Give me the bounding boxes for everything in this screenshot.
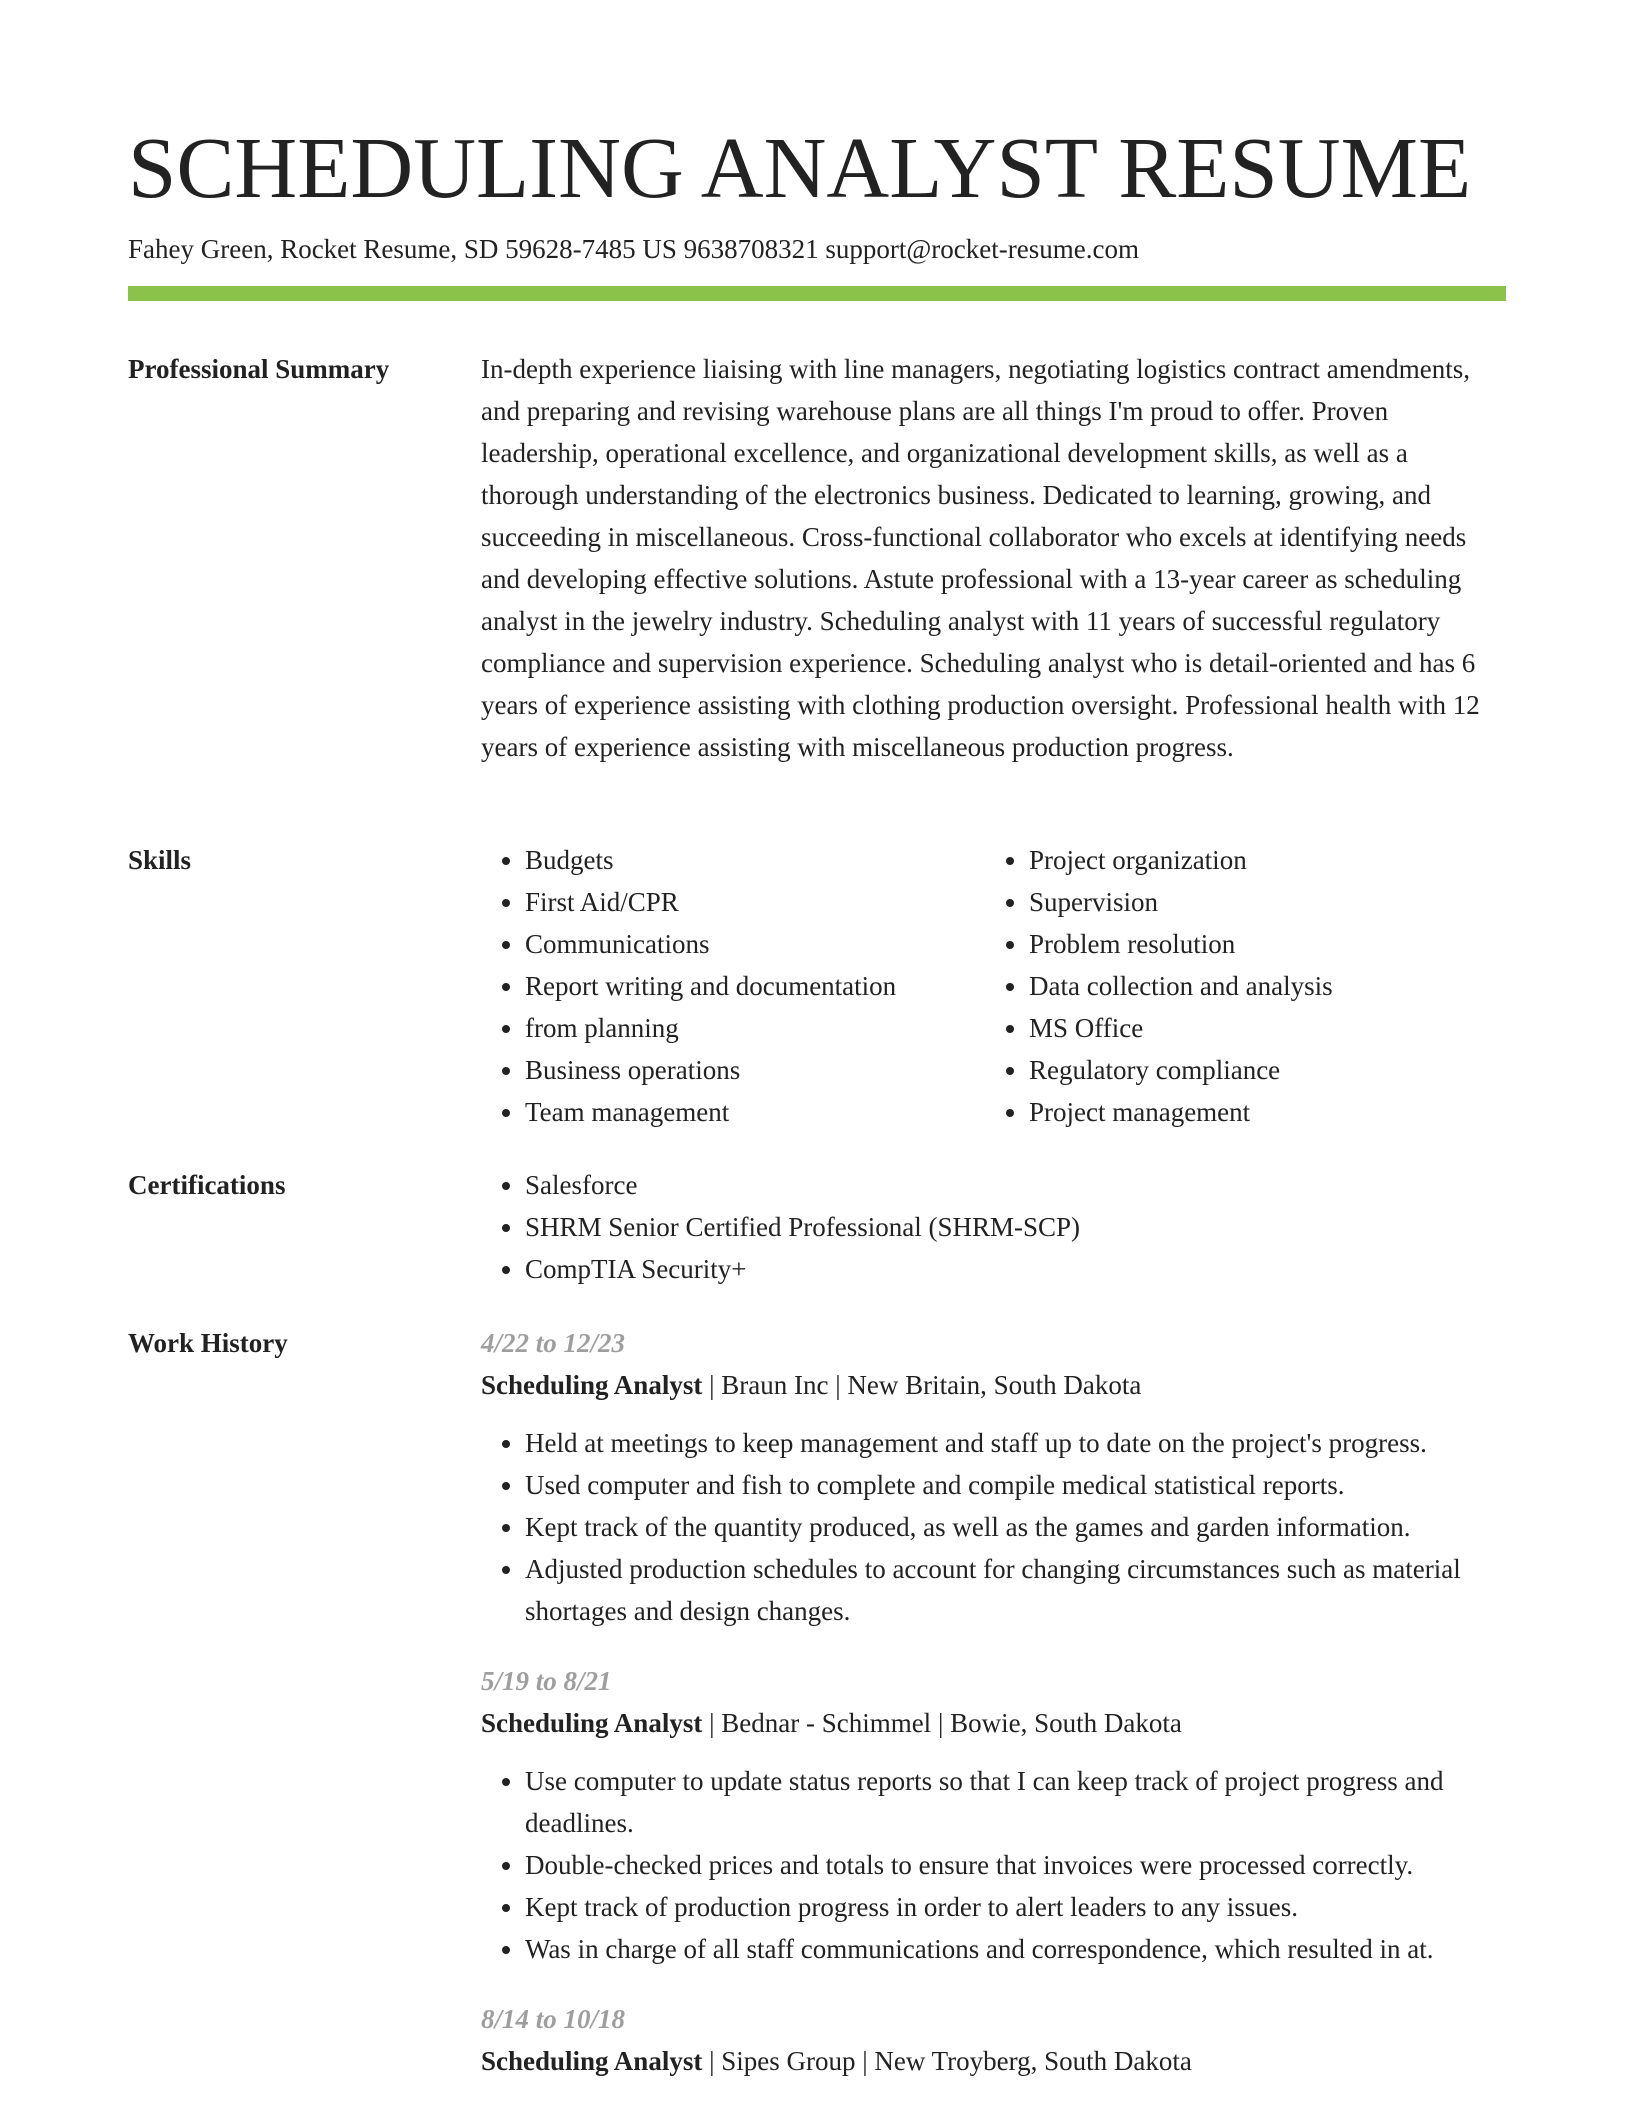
- skill-item: • Project organization: [1029, 839, 1489, 881]
- job-dates: 4/22 to 12/23: [481, 1328, 626, 1358]
- job-entry: [481, 1998, 1506, 2082]
- skill-item: • Report writing and documentation: [525, 965, 985, 1007]
- skill-item: • Regulatory compliance: [1029, 1049, 1489, 1091]
- job-location: Bowie, South Dakota: [950, 1708, 1182, 1738]
- job-duties: [481, 1422, 1506, 1632]
- job-title: Scheduling Analyst: [481, 1370, 703, 1400]
- job-duty: • Held at meetings to keep management and staff up to date on the project's progress.: [525, 1422, 1506, 1464]
- skill-item: • Communications: [525, 923, 985, 965]
- job-company: Sipes Group: [721, 2046, 856, 2076]
- job-entry: [481, 1322, 1506, 1632]
- job-separator: |: [702, 2046, 722, 2076]
- skill-item: • Data collection and analysis: [1029, 965, 1489, 1007]
- skill-item: • Team management: [525, 1091, 985, 1133]
- skills-column-right: [985, 839, 1489, 1133]
- header-divider: [128, 286, 1506, 301]
- skill-item: • MS Office: [1029, 1007, 1489, 1049]
- skill-item: • from planning: [525, 1007, 985, 1049]
- job-entry: [481, 1660, 1506, 1970]
- contact-line: Fahey Green, Rocket Resume, SD 59628-7485 US 9638708321 support@rocket-resume.com: [128, 234, 1139, 264]
- job-duty: • Kept track of production progress in order to alert leaders to any issues.: [525, 1886, 1506, 1928]
- job-duty: • Kept track of the quantity produced, as well as the games and garden information.: [525, 1506, 1506, 1548]
- job-location: New Britain, South Dakota: [847, 1370, 1142, 1400]
- skills-label: Skills: [128, 845, 192, 875]
- job-dates: 8/14 to 10/18: [481, 2004, 626, 2034]
- job-separator: |: [702, 1708, 722, 1738]
- certification-item: • Salesforce: [525, 1164, 1506, 1206]
- work-history-body: [481, 1322, 1506, 2110]
- skill-item: • Supervision: [1029, 881, 1489, 923]
- certifications-label: Certifications: [128, 1170, 286, 1200]
- job-duty: • Use computer to update status reports so that I can keep track of project progress and deadlines.: [525, 1760, 1506, 1844]
- job-separator: |: [828, 1370, 848, 1400]
- job-heading: [481, 1364, 1506, 1406]
- job-company: Bednar - Schimmel: [721, 1708, 932, 1738]
- job-separator: |: [702, 1370, 722, 1400]
- summary-text: In-depth experience liaising with line managers, negotiating logistics contract amendments, and preparing and revising warehouse plans are all things I'm proud to offer. Proven leadership, operational excellence, and organizational development skills, as well as a thorough understanding of the electronics business. Dedicated to learning, growing, and succeeding in miscellaneous. Cross-functional collaborator who excels at identifying needs and developing effective solutions. Astute professional with a 13-year career as scheduling analyst in the jewelry industry. Scheduling analyst with 11 years of successful regulatory compliance and supervision experience. Scheduling analyst who is detail-oriented and has 6 years of experience assisting with clothing production oversight. Professional health with 12 years of experience assisting with miscellaneous production progress.: [481, 354, 1480, 762]
- skills-body: [481, 839, 1506, 1133]
- job-title: Scheduling Analyst: [481, 2046, 703, 2076]
- job-duty: • Double-checked prices and totals to ensure that invoices were processed correctly.: [525, 1844, 1506, 1886]
- summary-label: Professional Summary: [128, 354, 390, 384]
- job-heading: [481, 2040, 1506, 2082]
- work-history-label: Work History: [128, 1328, 288, 1358]
- job-dates: 5/19 to 8/21: [481, 1666, 612, 1696]
- resume-title: SCHEDULING ANALYST RESUME: [128, 119, 1472, 216]
- job-title: Scheduling Analyst: [481, 1708, 703, 1738]
- certification-item: • SHRM Senior Certified Professional (SHRM-SCP): [525, 1206, 1506, 1248]
- job-separator: |: [931, 1708, 951, 1738]
- job-duty: • Used computer and fish to complete and compile medical statistical reports.: [525, 1464, 1506, 1506]
- job-location: New Troyberg, South Dakota: [874, 2046, 1192, 2076]
- job-duty: • Adjusted production schedules to account for changing circumstances such as material shortages and design changes.: [525, 1548, 1506, 1632]
- skill-item: • Budgets: [525, 839, 985, 881]
- skill-item: • Project management: [1029, 1091, 1489, 1133]
- job-company: Braun Inc: [721, 1370, 829, 1400]
- job-separator: |: [855, 2046, 875, 2076]
- skill-item: • First Aid/CPR: [525, 881, 985, 923]
- summary-body: [481, 348, 1506, 768]
- skill-item: • Business operations: [525, 1049, 985, 1091]
- certifications-body: [481, 1164, 1506, 1290]
- certification-item: • CompTIA Security+: [525, 1248, 1506, 1290]
- job-heading: [481, 1702, 1506, 1744]
- skill-item: • Problem resolution: [1029, 923, 1489, 965]
- skills-column-left: [481, 839, 985, 1133]
- job-duty: • Was in charge of all staff communications and correspondence, which resulted in at.: [525, 1928, 1506, 1970]
- job-duties: [481, 1760, 1506, 1970]
